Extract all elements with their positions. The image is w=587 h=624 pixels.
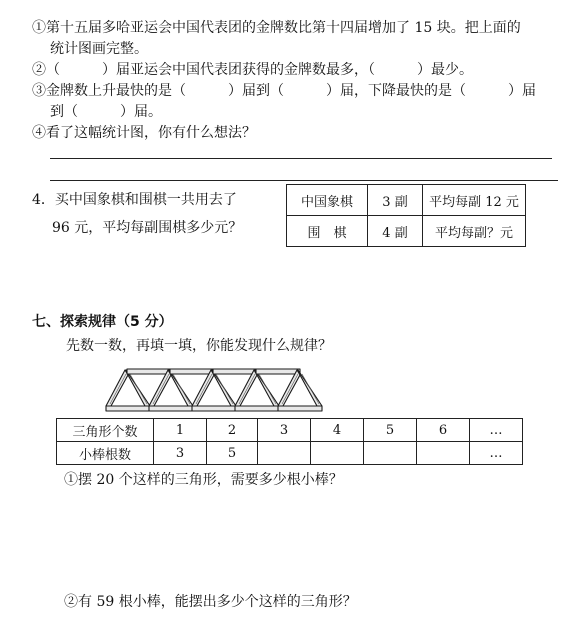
q3-part4: ④看了这幅统计图，你有什么想法？ — [32, 125, 256, 141]
table-cell: 4 — [311, 419, 364, 442]
table-cell: 5 — [364, 419, 417, 442]
q3-part1-line2: 统计图画完整。 — [50, 41, 148, 57]
table-cell: 6 — [417, 419, 470, 442]
q4-line2: 96 元，平均每副围棋多少元？ — [52, 220, 243, 236]
q4-line1: 4．买中国象棋和围棋一共用去了 — [32, 192, 237, 208]
table-cell: 3 — [258, 419, 311, 442]
section-7-intro: 先数一数，再填一填，你能发现什么规律？ — [66, 338, 332, 354]
table-row — [57, 442, 523, 465]
section-7-question-1: ①摆 20 个这样的三角形，需要多少根小棒？ — [64, 472, 343, 488]
table-cell: … — [470, 419, 523, 442]
table-cell: 平均每副？元 — [423, 216, 526, 247]
table-row — [57, 419, 523, 442]
table-cell: 平均每副 12 元 — [423, 185, 526, 216]
q4-price-table — [286, 184, 526, 247]
answer-cell[interactable] — [258, 442, 311, 465]
matchstick-triangles-image — [104, 366, 326, 412]
section-7-question-2: ②有 59 根小棒，能摆出多少个这样的三角形？ — [64, 594, 357, 610]
table-cell: 中国象棋 — [287, 185, 368, 216]
table-cell: 3 — [154, 442, 207, 465]
table-cell: … — [470, 442, 523, 465]
table-cell: 1 — [154, 419, 207, 442]
table-cell: 三角形个数 — [57, 419, 154, 442]
q3-part1-line1: ①第十五届多哈亚运会中国代表团的金牌数比第十四届增加了 15 块。把上面的 — [32, 20, 521, 36]
q3-part2: ②（ ）届亚运会中国代表团获得的金牌数最多，（ ）最少。 — [32, 62, 473, 78]
pattern-table — [56, 418, 523, 465]
q3-part3-line2: 到（ ）届。 — [50, 104, 162, 120]
table-row — [287, 216, 526, 247]
answer-cell[interactable] — [364, 442, 417, 465]
answer-cell[interactable] — [417, 442, 470, 465]
table-cell: 2 — [207, 419, 258, 442]
table-cell: 3 副 — [368, 185, 423, 216]
table-row — [287, 185, 526, 216]
section-7-title: 七、探索规律（5 分） — [32, 314, 173, 330]
table-cell: 4 副 — [368, 216, 423, 247]
answer-cell[interactable] — [311, 442, 364, 465]
table-cell: 小棒根数 — [57, 442, 154, 465]
answer-line-2[interactable] — [50, 180, 558, 181]
table-cell: 5 — [207, 442, 258, 465]
answer-line-1[interactable] — [50, 158, 552, 159]
q3-part3-line1: ③金牌数上升最快的是（ ）届到（ ）届，下降最快的是（ ）届 — [32, 83, 536, 99]
table-cell: 围 棋 — [287, 216, 368, 247]
